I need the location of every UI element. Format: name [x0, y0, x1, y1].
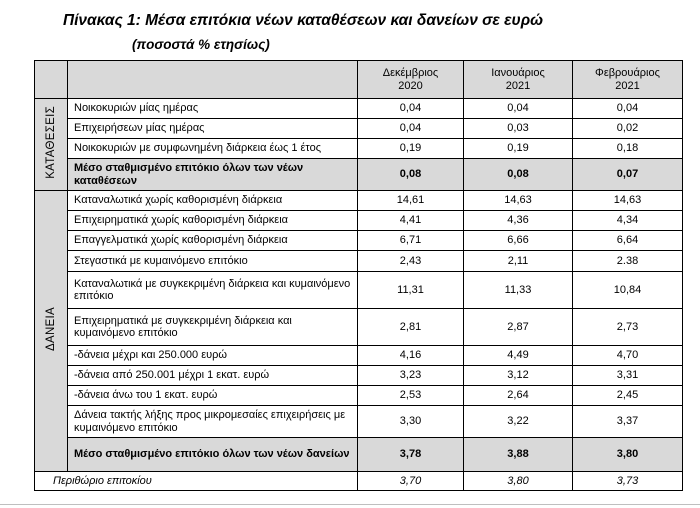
- value-cell: 4,49: [464, 346, 573, 366]
- column-header-jan-2021: Ιανουάριος 2021: [464, 61, 573, 99]
- value-cell: 2,45: [573, 386, 683, 406]
- header-blank-side: [35, 61, 68, 99]
- header-blank-label: [68, 61, 358, 99]
- value-cell: 0,03: [464, 119, 573, 139]
- table-row: [35, 272, 683, 309]
- value-cell: 2.38: [573, 251, 683, 272]
- table-row: [35, 406, 683, 438]
- value-cell: 2,53: [358, 386, 464, 406]
- value-cell: 0,04: [464, 99, 573, 119]
- value-cell: 6,64: [573, 231, 683, 251]
- value-cell: 0,04: [573, 99, 683, 119]
- row-label: Μέσο σταθμισμένο επιτόκιο όλων των νέων δανείων: [68, 438, 358, 472]
- loans-average-row: [35, 438, 683, 472]
- row-label: Καταναλωτικά με συγκεκριμένη διάρκεια και κυμαινόμενο επιτόκιο: [68, 272, 358, 309]
- value-cell: 2,11: [464, 251, 573, 272]
- value-cell: 4,36: [464, 211, 573, 231]
- value-cell: 3,37: [573, 406, 683, 438]
- column-header-dec-2020: Δεκέμβριος 2020: [358, 61, 464, 99]
- value-cell: 11,31: [358, 272, 464, 309]
- page-edge-divider: [0, 504, 700, 505]
- value-cell: 11,33: [464, 272, 573, 309]
- value-cell: 3,31: [573, 366, 683, 386]
- value-cell: 2,73: [573, 309, 683, 346]
- table-row: [35, 251, 683, 272]
- table-row: [35, 366, 683, 386]
- row-label: Νοικοκυριών με συμφωνημένη διάρκεια έως 1 έτος: [68, 139, 358, 159]
- value-cell: 0,08: [464, 159, 573, 191]
- value-cell: 3,23: [358, 366, 464, 386]
- header-row: [35, 61, 683, 99]
- row-label: Επιχειρήσεων μίας ημέρας: [68, 119, 358, 139]
- row-label: Επαγγελματικά χωρίς καθορισμένη διάρκεια: [68, 231, 358, 251]
- row-label: Μέσο σταθμισμένο επιτόκιο όλων των νέων καταθέσεων: [68, 159, 358, 191]
- table-row: [35, 139, 683, 159]
- value-cell: 4,41: [358, 211, 464, 231]
- table-row: [35, 99, 683, 119]
- value-cell: 0,08: [358, 159, 464, 191]
- value-cell: 2,64: [464, 386, 573, 406]
- value-cell: 3,73: [573, 472, 683, 491]
- value-cell: 14,63: [573, 191, 683, 211]
- table-row: [35, 211, 683, 231]
- value-cell: 14,61: [358, 191, 464, 211]
- value-cell: 3,30: [358, 406, 464, 438]
- value-cell: 0,18: [573, 139, 683, 159]
- group-label-deposits: ΚΑΤΑΘΕΣΕΙΣ: [35, 99, 68, 191]
- value-cell: 2,81: [358, 309, 464, 346]
- group-label-loans: ΔΑΝΕΙΑ: [35, 191, 68, 472]
- table-title: Πίνακας 1: Μέσα επιτόκια νέων καταθέσεων και δανείων σε ευρώ: [63, 12, 544, 29]
- value-cell: 2,43: [358, 251, 464, 272]
- value-cell: 10,84: [573, 272, 683, 309]
- value-cell: 3,80: [464, 472, 573, 491]
- row-label: Δάνεια τακτής λήξης προς μικρομεσαίες επιχειρήσεις με κυμαινόμενο επιτόκιο: [68, 406, 358, 438]
- deposits-average-row: [35, 159, 683, 191]
- row-label: -δάνεια από 250.001 μέχρι 1 εκατ. ευρώ: [68, 366, 358, 386]
- value-cell: 3,80: [573, 438, 683, 472]
- table-subtitle: (ποσοστά % ετησίως): [132, 37, 270, 52]
- table-row: [35, 346, 683, 366]
- row-label: Στεγαστικά με κυμαινόμενο επιτόκιο: [68, 251, 358, 272]
- value-cell: 6,71: [358, 231, 464, 251]
- value-cell: 4,16: [358, 346, 464, 366]
- value-cell: 0,04: [358, 119, 464, 139]
- row-label: Νοικοκυριών μίας ημέρας: [68, 99, 358, 119]
- value-cell: 0,04: [358, 99, 464, 119]
- value-cell: 2,87: [464, 309, 573, 346]
- row-label: -δάνεια άνω του 1 εκατ. ευρώ: [68, 386, 358, 406]
- value-cell: 3,78: [358, 438, 464, 472]
- value-cell: 0,19: [358, 139, 464, 159]
- table-row: [35, 191, 683, 211]
- value-cell: 4,70: [573, 346, 683, 366]
- row-label: -δάνεια μέχρι και 250.000 ευρώ: [68, 346, 358, 366]
- value-cell: 14,63: [464, 191, 573, 211]
- value-cell: 3,70: [358, 472, 464, 491]
- value-cell: 0,19: [464, 139, 573, 159]
- row-label: Καταναλωτικά χωρίς καθορισμένη διάρκεια: [68, 191, 358, 211]
- value-cell: 3,12: [464, 366, 573, 386]
- value-cell: 3,22: [464, 406, 573, 438]
- rates-table: [34, 60, 683, 491]
- value-cell: 0,07: [573, 159, 683, 191]
- value-cell: 6,66: [464, 231, 573, 251]
- row-label: Επιχειρηματικά με συγκεκριμένη διάρκεια και κυμαινόμενο επιτόκιο: [68, 309, 358, 346]
- row-label: Περιθώριο επιτοκίου: [35, 472, 358, 491]
- value-cell: 4,34: [573, 211, 683, 231]
- row-label: Επιχειρηματικά χωρίς καθορισμένη διάρκεια: [68, 211, 358, 231]
- table-row: [35, 386, 683, 406]
- table-row: [35, 119, 683, 139]
- column-header-feb-2021: Φεβρουάριος 2021: [573, 61, 683, 99]
- value-cell: 3,88: [464, 438, 573, 472]
- interest-margin-row: [35, 472, 683, 491]
- table-row: [35, 231, 683, 251]
- table-row: [35, 309, 683, 346]
- value-cell: 0,02: [573, 119, 683, 139]
